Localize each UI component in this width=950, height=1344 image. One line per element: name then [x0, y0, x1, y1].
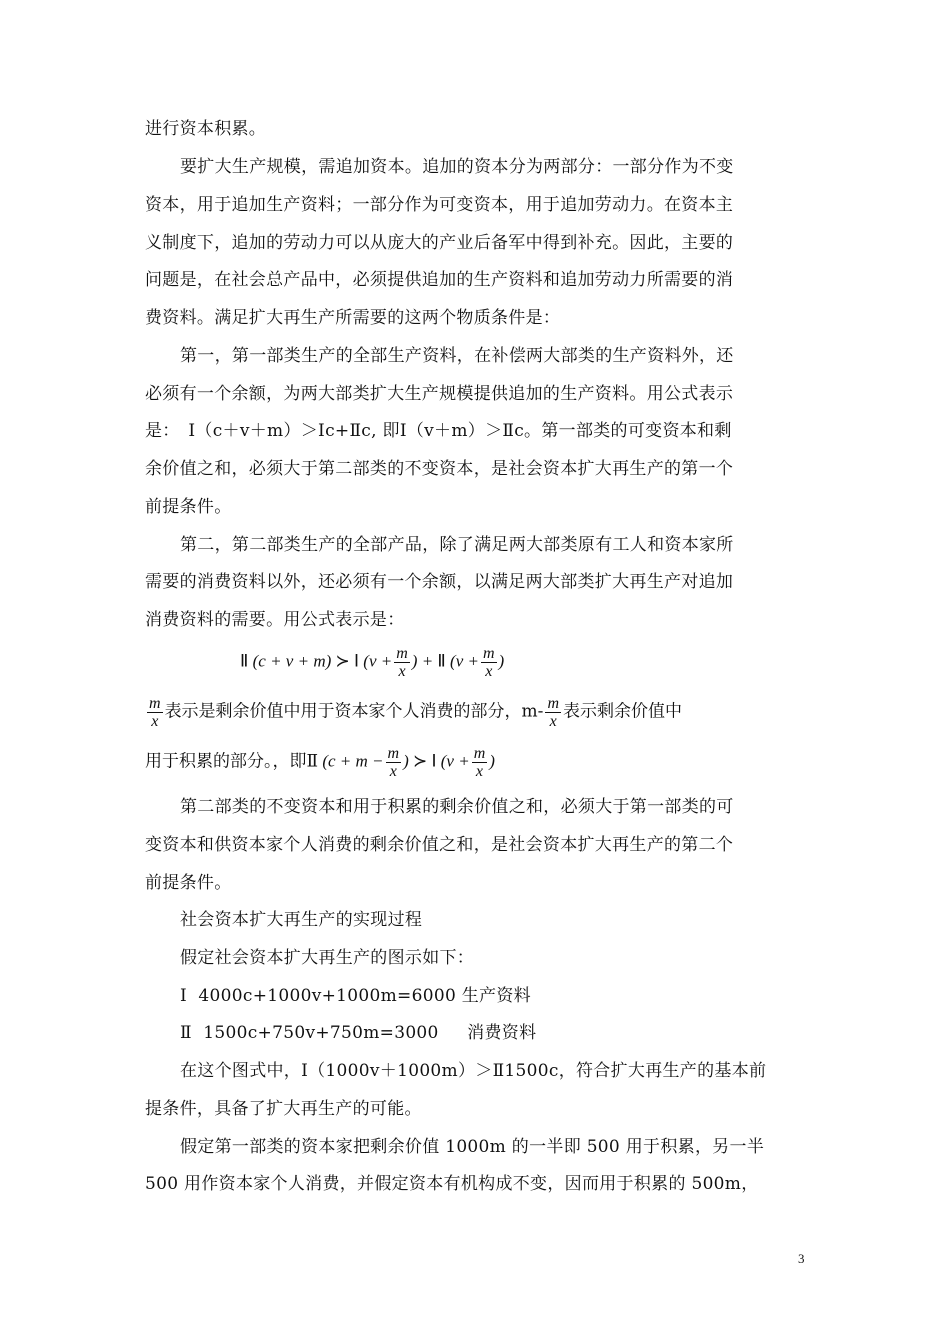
text-line: 余价值之和，必须大于第二部类的不变资本，是社会资本扩大再生产的第一个 — [145, 459, 734, 479]
explanation-text: 表示是剩余价值中用于资本家个人消费的部分，m- — [164, 701, 544, 722]
text-line: 前提条件。 — [145, 497, 232, 517]
text-line: 需要的消费资料以外，还必须有一个余额，以满足两大部类扩大再生产对追加 — [145, 572, 734, 592]
explanation-line — [145, 695, 682, 730]
text-line: 是： Ⅰ（c＋v＋m）＞Ⅰc+Ⅱc, 即Ⅰ（v＋m）＞Ⅱc。第一部类的可变资本和剩 — [145, 421, 732, 441]
text-line: 前提条件。 — [145, 873, 232, 893]
fraction-denominator: x — [485, 663, 493, 680]
text-line: 消费资料的需要。用公式表示是： — [145, 610, 405, 630]
fraction-m-over-x — [481, 645, 497, 680]
formula-expression: ) + — [411, 651, 434, 671]
formula-greater-sign: ≻ — [412, 751, 428, 771]
fraction-denominator: x — [398, 663, 406, 680]
fraction-numerator: m — [482, 645, 495, 662]
explanation-text: 用于积累的部分。，即Ⅱ — [145, 751, 319, 772]
text-line: 变资本和供资本家个人消费的剩余价值之和，是社会资本扩大再生产的第二个 — [145, 835, 734, 855]
scheme-line-one: Ⅰ 4000c+1000v+1000m=6000 生产资料 — [180, 986, 531, 1006]
formula-expression: (v + — [363, 651, 393, 671]
fraction-denominator: x — [389, 763, 397, 780]
text-line: 进行资本积累。 — [145, 119, 267, 139]
formula-expression: ) — [489, 751, 495, 771]
fraction-numerator: m — [396, 645, 408, 662]
text-line: 义制度下，追加的劳动力可以从庞大的产业后备军中得到补充。因此，主要的 — [145, 233, 734, 253]
fraction-m-over-x — [147, 695, 163, 730]
fraction-numerator: m — [547, 695, 559, 712]
text-line: 问题是，在社会总产品中，必须提供追加的生产资料和追加劳动力所需要的消 — [145, 270, 734, 290]
formula-expression: (v + — [440, 751, 470, 771]
fraction-denominator: x — [549, 713, 557, 730]
text-line: 第二部类的不变资本和用于积累的剩余价值之和，必须大于第一部类的可 — [180, 797, 734, 817]
fraction-m-over-x — [545, 695, 561, 730]
fraction-numerator: m — [387, 745, 400, 762]
text-line: 在这个图式中，Ⅰ（1000v＋1000m）＞Ⅱ1500c，符合扩大再生产的基本前 — [180, 1061, 767, 1081]
text-line: 费资料。满足扩大再生产所需要的这两个物质条件是： — [145, 308, 561, 328]
fraction-m-over-x — [394, 645, 410, 680]
text-line: 要扩大生产规模，需追加资本。追加的资本分为两部分：一部分作为不变 — [180, 157, 734, 177]
formula-expression: ) — [403, 751, 409, 771]
fraction-denominator: x — [151, 713, 159, 730]
formula-expression: (v + — [450, 651, 479, 671]
fraction-numerator: m — [473, 745, 486, 762]
fraction-m-over-x — [386, 745, 402, 780]
formula-expression: (c + m − — [322, 751, 384, 771]
formula-greater-sign: ≻ — [335, 651, 350, 671]
text-line: 提条件，具备了扩大再生产的可能。 — [145, 1099, 422, 1119]
text-line: 第二，第二部类生产的全部产品，除了满足两大部类原有工人和资本家所 — [180, 535, 734, 555]
formula-roman-two: Ⅱ — [437, 651, 446, 671]
fraction-m-over-x — [472, 745, 488, 780]
explanation-text: 表示剩余价值中 — [563, 701, 682, 722]
section-heading: 社会资本扩大再生产的实现过程 — [180, 910, 423, 930]
text-line: 500 用作资本家个人消费，并假定资本有机构成不变，因而用于积累的 500m， — [145, 1174, 759, 1194]
fraction-numerator: m — [149, 695, 161, 712]
explanation-line — [145, 745, 495, 780]
formula-second-condition — [240, 645, 504, 680]
text-line: 假定社会资本扩大再生产的图示如下： — [180, 948, 475, 968]
text-line: 必须有一个余额，为两大部类扩大生产规模提供追加的生产资料。用公式表示 — [145, 384, 734, 404]
text-line: 第一，第一部类生产的全部生产资料，在补偿两大部类的生产资料外，还 — [180, 346, 734, 366]
text-line: 资本，用于追加生产资料；一部分作为可变资本，用于追加劳动力。在资本主 — [145, 195, 734, 215]
page-number: 3 — [798, 1251, 805, 1266]
fraction-denominator: x — [475, 763, 484, 780]
formula-roman-two: Ⅱ — [240, 651, 249, 671]
scheme-line-two: Ⅱ 1500c+750v+750m=3000 消费资料 — [180, 1023, 537, 1043]
text-line: 假定第一部类的资本家把剩余价值 1000m 的一半即 500 用于积累，另一半 — [180, 1137, 765, 1157]
formula-expression: (c + v + m) — [252, 651, 332, 671]
formula-expression: ) — [498, 651, 505, 671]
formula-roman-one: Ⅰ — [354, 651, 360, 671]
formula-roman-one: Ⅰ — [431, 751, 437, 771]
